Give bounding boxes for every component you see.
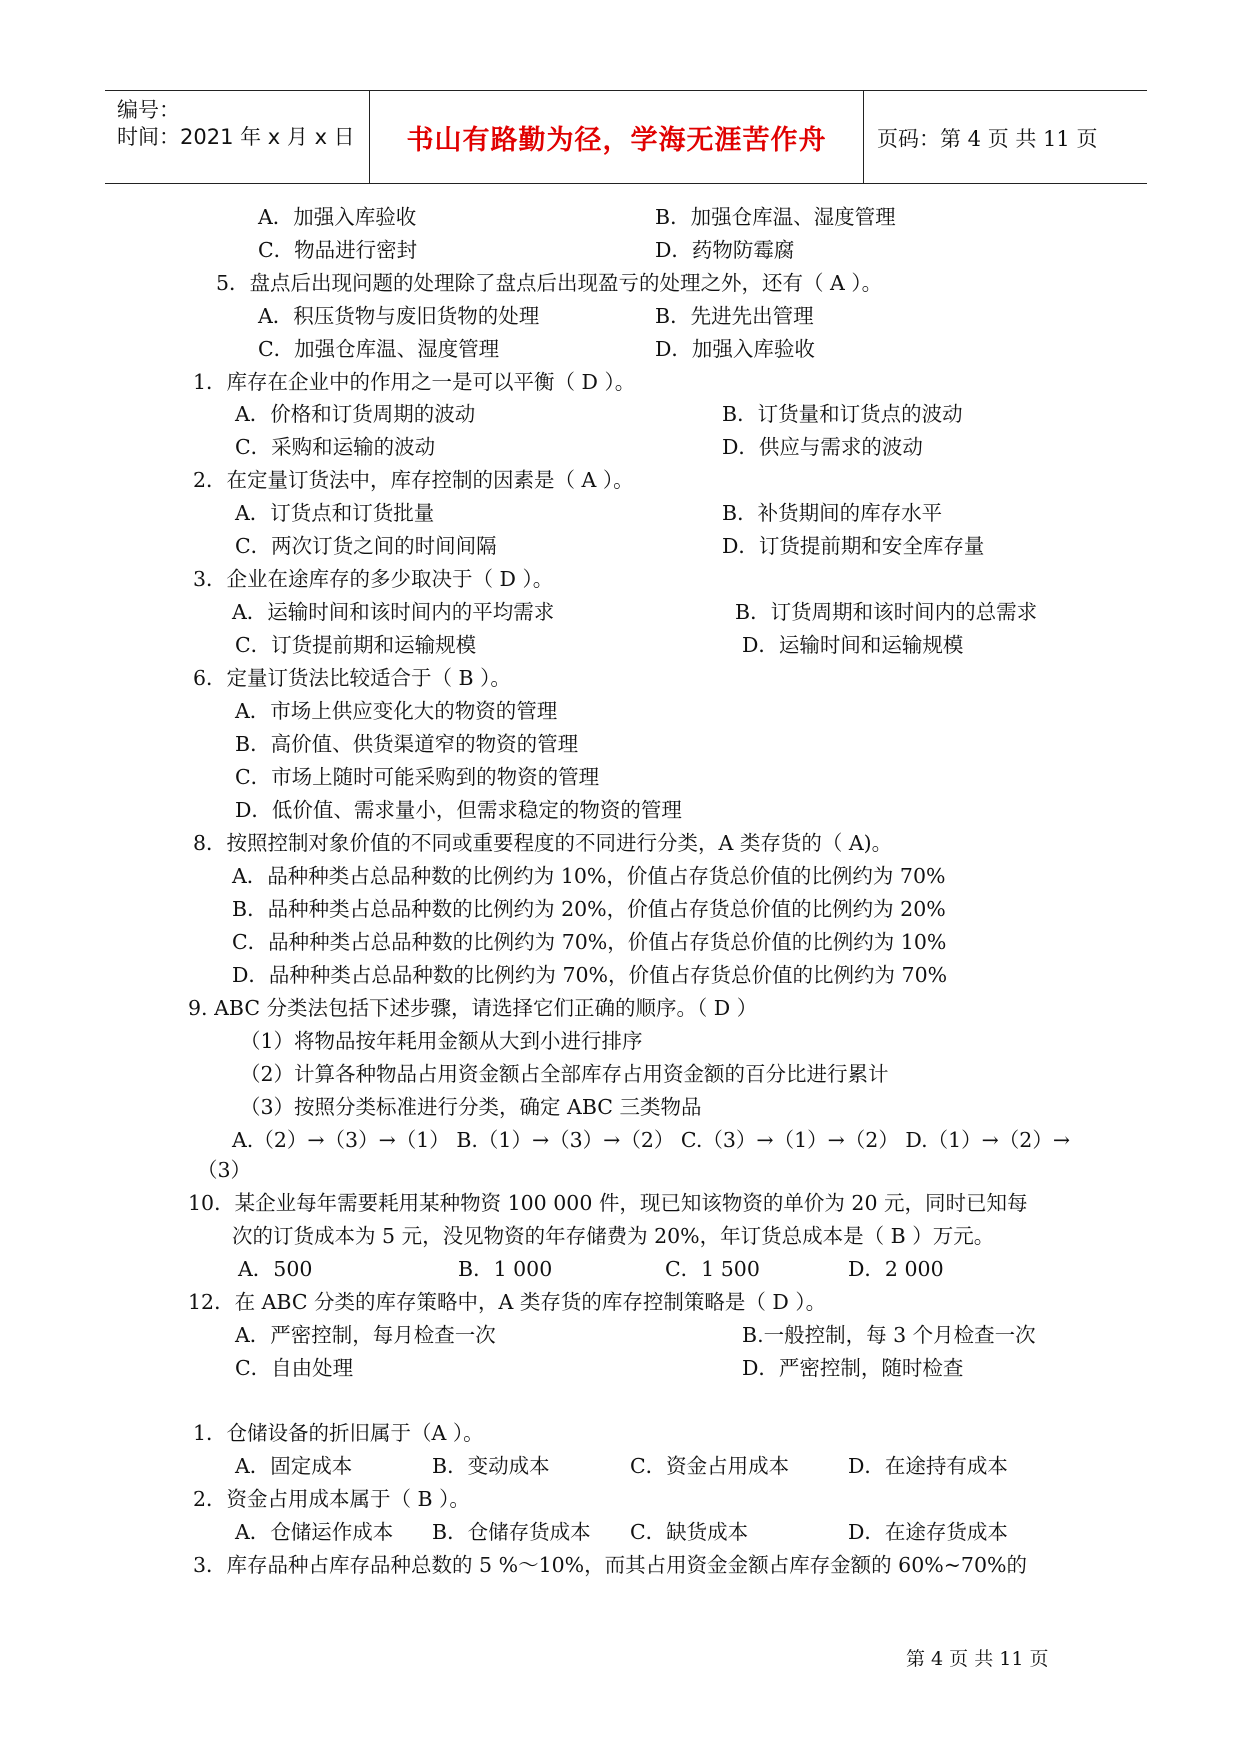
text-line: 2．资金占用成本属于（ B ）。 <box>193 1487 470 1511</box>
text-line: D．低价值、需求量小，但需求稳定的物资的管理 <box>235 798 682 822</box>
text-line: D．在途存货成本 <box>848 1520 1008 1544</box>
text-line: D．供应与需求的波动 <box>722 435 923 459</box>
text-line: B．品种种类占总品种数的比例约为 20%，价值占存货总价值的比例约为 20% <box>232 897 946 921</box>
text-line: D．2 000 <box>848 1257 944 1281</box>
text-line: C．缺货成本 <box>630 1520 749 1544</box>
text-line: C．品种种类占总品种数的比例约为 70%，价值占存货总价值的比例约为 10% <box>232 930 947 954</box>
text-line: A．市场上供应变化大的物资的管理 <box>235 699 558 723</box>
text-line: B．1 000 <box>458 1257 553 1281</box>
header-page-code: 页码：第 4 页 共 11 页 <box>877 127 1098 151</box>
text-line: A．运输时间和该时间内的平均需求 <box>232 600 555 624</box>
text-line: A．仓储运作成本 <box>235 1520 394 1544</box>
text-line: C．两次订货之间的时间间隔 <box>235 534 497 558</box>
text-line: C．订货提前期和运输规模 <box>235 633 477 657</box>
text-line: C．物品进行密封 <box>258 238 418 262</box>
text-line: 9. ABC 分类法包括下述步骤，请选择它们正确的顺序。（ D ） <box>188 996 758 1020</box>
text-line: A．加强入库验收 <box>258 205 417 229</box>
text-line: 1．库存在企业中的作用之一是可以平衡（ D ）。 <box>193 370 636 394</box>
text-line: 2．在定量订货法中，库存控制的因素是（ A ）。 <box>193 468 634 492</box>
text-line: B．补货期间的库存水平 <box>722 501 943 525</box>
text-line: B．加强仓库温、湿度管理 <box>655 205 896 229</box>
text-line: 3．库存品种占库存品种总数的 5 %～10%，而其占用资金金额占库存金额的 60%~70%的 <box>193 1553 1027 1577</box>
text-line: 6．定量订货法比较适合于（ B ）。 <box>193 666 511 690</box>
text-line: C．加强仓库温、湿度管理 <box>258 337 500 361</box>
text-line: （3） <box>197 1158 252 1182</box>
text-line: （1）将物品按年耗用金额从大到小进行排序 <box>240 1029 643 1053</box>
text-line: D．加强入库验收 <box>655 337 815 361</box>
text-line: D．在途持有成本 <box>848 1454 1008 1478</box>
text-line: 8．按照控制对象价值的不同或重要程度的不同进行分类，A 类存货的（ A)。 <box>193 831 893 855</box>
text-line: A．严密控制，每月检查一次 <box>235 1323 496 1347</box>
text-line: A．品种种类占总品种数的比例约为 10%，价值占存货总价值的比例约为 70% <box>232 864 946 888</box>
text-line: A.（2）→（3）→（1） B.（1）→（3）→（2） C.（3）→（1）→（2） D.（1）→（2）→ <box>232 1128 1071 1152</box>
page-footer: 第 4 页 共 11 页 <box>906 1648 1049 1670</box>
text-line: B．订货周期和该时间内的总需求 <box>735 600 1038 624</box>
text-line: A．价格和订货周期的波动 <box>235 402 476 426</box>
text-line: 10．某企业每年需要耗用某种物资 100 000 件，现已知该物资的单价为 20 元，同时已知每 <box>188 1191 1028 1215</box>
text-line: D．品种种类占总品种数的比例约为 70%，价值占存货总价值的比例约为 70% <box>232 963 948 987</box>
text-line: A．订货点和订货批量 <box>235 501 435 525</box>
text-line: 5．盘点后出现问题的处理除了盘点后出现盈亏的处理之外，还有（ A ）。 <box>216 271 883 295</box>
text-line: A．固定成本 <box>235 1454 353 1478</box>
text-line: B．订货量和订货点的波动 <box>722 402 963 426</box>
text-line: D．运输时间和运输规模 <box>742 633 964 657</box>
text-line: C．自由处理 <box>235 1356 354 1380</box>
document-number-label: 编号： <box>117 98 180 122</box>
text-line: C．1 500 <box>665 1257 760 1281</box>
text-line: D．药物防霉腐 <box>655 238 795 262</box>
text-line: 1．仓储设备的折旧属于（A ）。 <box>193 1421 484 1445</box>
text-line: B．变动成本 <box>432 1454 550 1478</box>
text-line: C．采购和运输的波动 <box>235 435 436 459</box>
text-line: B．高价值、供货渠道窄的物资的管理 <box>235 732 579 756</box>
text-line: C．市场上随时可能采购到的物资的管理 <box>235 765 600 789</box>
text-line: （2）计算各种物品占用资金额占全部库存占用资金额的百分比进行累计 <box>240 1062 889 1086</box>
document-date: 时间：2021 年 x 月 x 日 <box>117 125 355 149</box>
text-line: B．仓储存货成本 <box>432 1520 591 1544</box>
text-line: D．订货提前期和安全库存量 <box>722 534 985 558</box>
text-line: 3．企业在途库存的多少取决于（ D ）。 <box>193 567 554 591</box>
text-line: D．严密控制，随时检查 <box>742 1356 964 1380</box>
text-line: 次的订货成本为 5 元，没见物资的年存储费为 20%，年订货总成本是（ B ）万元。 <box>232 1224 995 1248</box>
text-line: B．先进先出管理 <box>655 304 814 328</box>
text-line: A．积压货物与废旧货物的处理 <box>258 304 540 328</box>
text-line: 12．在 ABC 分类的库存策略中，A 类存货的库存控制策略是（ D ）。 <box>188 1290 827 1314</box>
text-line: B.一般控制，每 3 个月检查一次 <box>742 1323 1036 1347</box>
text-line: C．资金占用成本 <box>630 1454 790 1478</box>
text-line: A．500 <box>238 1257 313 1281</box>
header-motto: 书山有路勤为径，学海无涯苦作舟 <box>406 125 827 156</box>
text-line: （3）按照分类标准进行分类，确定 ABC 三类物品 <box>240 1095 702 1119</box>
